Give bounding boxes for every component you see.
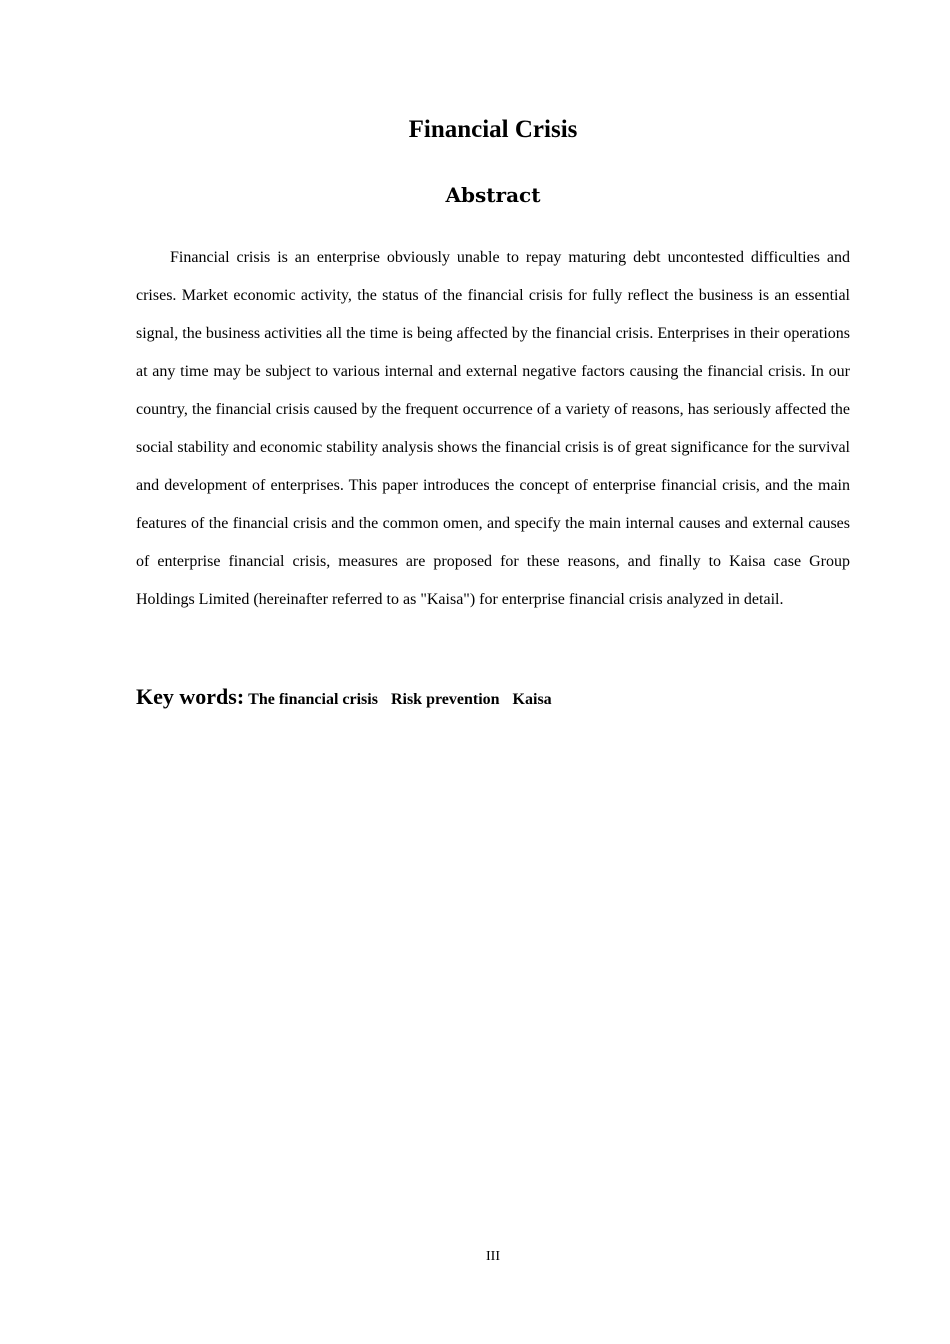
- abstract-heading: Abstract: [445, 183, 541, 207]
- keywords-label: Key words:: [136, 684, 245, 709]
- page-number: III: [486, 1249, 500, 1264]
- abstract-paragraph: Financial crisis is an enterprise obviously unable to repay maturing debt uncontested difficulties and crises. Market economic activity, the status of the financial crisis for fully reflect the business is an essential signal, the business activities all the time is being affected by the financial crisis. Enterprises in their operations at any time may be subject to various internal and external negative factors causing the financial crisis. In our country, the financial crisis caused by the frequent occurrence of a variety of reasons, has seriously affected the social stability and economic stability analysis shows the financial crisis is of great significance for the survival and development of enterprises. This paper introduces the concept of enterprise financial crisis, and the main features of the financial crisis and the common omen, and specify the main internal causes and external causes of enterprise financial crisis, measures are proposed for these reasons, and finally to Kaisa case Group Holdings Limited (hereinafter referred to as "Kaisa") for enterprise financial crisis analyzed in detail.: [136, 249, 850, 608]
- document-title: Financial Crisis: [408, 116, 578, 143]
- keyword-item: Risk prevention: [390, 691, 500, 708]
- keywords-line: [136, 681, 850, 716]
- keyword-item: Kaisa: [512, 691, 552, 708]
- keyword-item: The financial crisis: [248, 691, 378, 708]
